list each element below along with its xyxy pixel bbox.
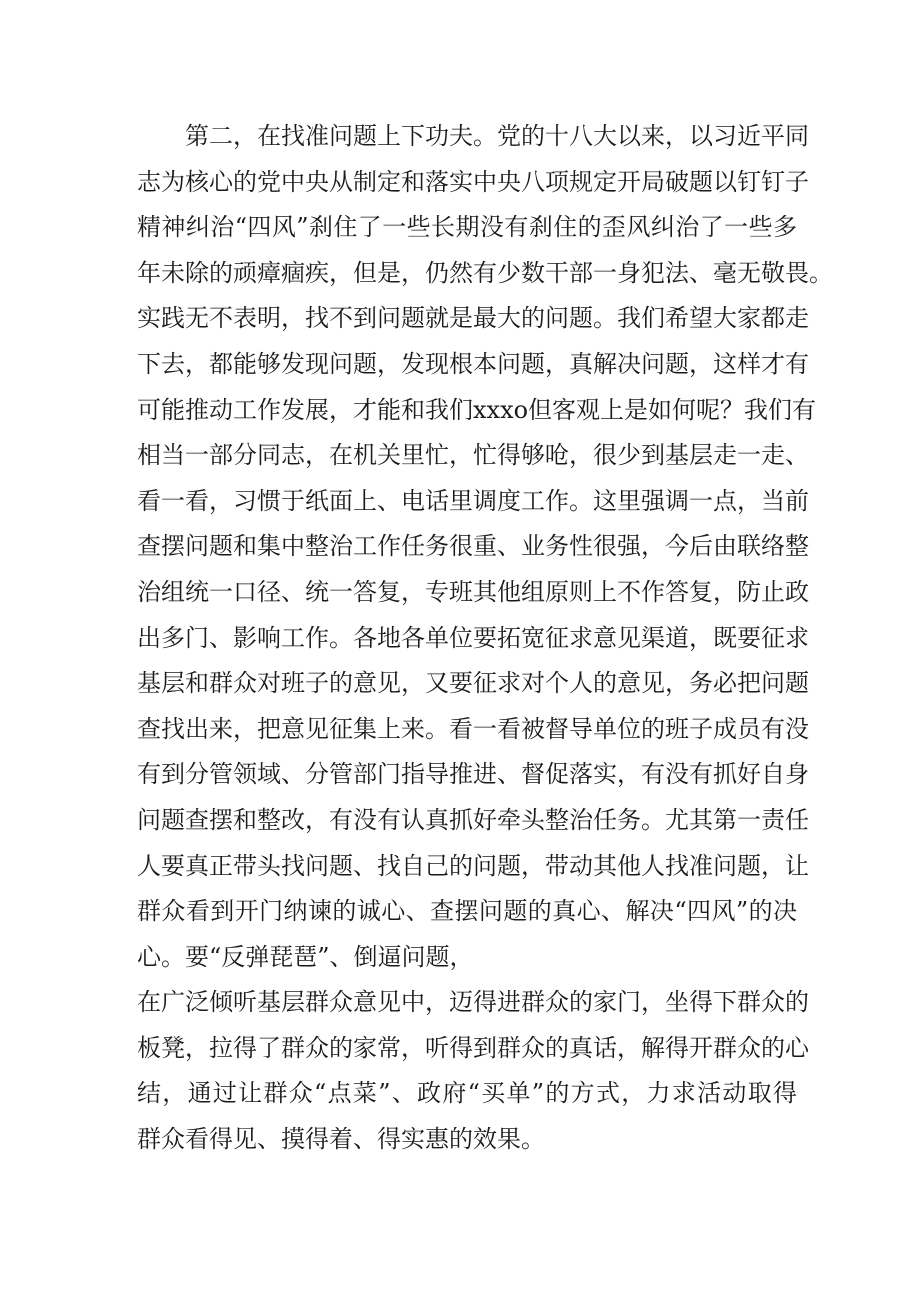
- paragraph-1-line-10: 查摆问题和集中整治工作任务很重、业务性很强，今后由联络整: [137, 532, 809, 561]
- paragraph-1-line-17: 人要真正带头找问题、找自己的问题，带动其他人找准问题，让: [137, 851, 809, 880]
- paragraph-1-line-11: 治组统一口径、统一答复，专班其他组原则上不作答复，防止政: [137, 577, 809, 606]
- body-text: [137, 114, 833, 1163]
- paragraph-1-line-4: 年未除的顽瘴痼疾，但是，仍然有少数干部一身犯法、毫无敬畏。: [137, 258, 833, 287]
- paragraph-2-line-2: 板凳，拉得了群众的家常，听得到群众的真话，解得开群众的心: [137, 1033, 809, 1062]
- paragraph-1-line-6: 下去，都能够发现问题，发现根本问题，真解决问题，这样才有: [137, 349, 809, 378]
- paragraph-1-line-12: 出多门、影响工作。各地各单位要拓宽征求意见渠道，既要征求: [137, 623, 809, 652]
- paragraph-1-line-5: 实践无不表明，找不到问题就是最大的问题。我们希望大家都走: [137, 304, 809, 333]
- paragraph-1-line-8: 相当一部分同志，在机关里忙，忙得够呛，很少到基层走一走、: [137, 441, 809, 470]
- paragraph-1-line-14: 查找出来，把意见征集上来。看一看被督导单位的班子成员有没: [137, 714, 809, 743]
- paragraph-1-line-1: 第二，在找准问题上下功夫。党的十八大以来，以习近平同: [185, 122, 809, 150]
- paragraph-1-line-7: 可能推动工作发展，才能和我们xxxo但客观上是如何呢？我们有: [137, 395, 817, 424]
- paragraph-1-line-16: 问题查摆和整改，有没有认真抓好牵头整治任务。尤其第一责任: [137, 805, 809, 834]
- paragraph-1-line-18: 群众看到开门纳谏的诚心、查摆问题的真心、解决“四风”的决: [137, 897, 797, 926]
- paragraph-2-line-1: 在广泛倾听基层群众意见中，迈得进群众的家门，坐得下群众的: [137, 988, 809, 1017]
- paragraph-1-line-2: 志为核心的党中央从制定和落实中央八项规定开局破题以钉钉子: [137, 167, 809, 196]
- paragraph-1-line-13: 基层和群众对班子的意见，又要征求对个人的意见，务必把问题: [137, 669, 809, 698]
- paragraph-1-line-19: 心。要“反弹琵琶”、倒逼问题，: [137, 942, 474, 971]
- paragraph-2-line-4: 群众看得见、摸得着、得实惠的效果。: [137, 1125, 545, 1154]
- paragraph-1-line-15: 有到分管领域、分管部门指导推进、督促落实，有没有抓好自身: [137, 760, 809, 789]
- paragraph-1-line-9: 看一看，习惯于纸面上、电话里调度工作。这里强调一点，当前: [137, 486, 809, 515]
- paragraph-1-line-3: 精神纠治“四风”刹住了一些长期没有刹住的歪风纠治了一些多: [137, 213, 797, 242]
- paragraph-2-line-3: 结，通过让群众“点菜”、政府“买单”的方式，力求活动取得: [137, 1079, 797, 1108]
